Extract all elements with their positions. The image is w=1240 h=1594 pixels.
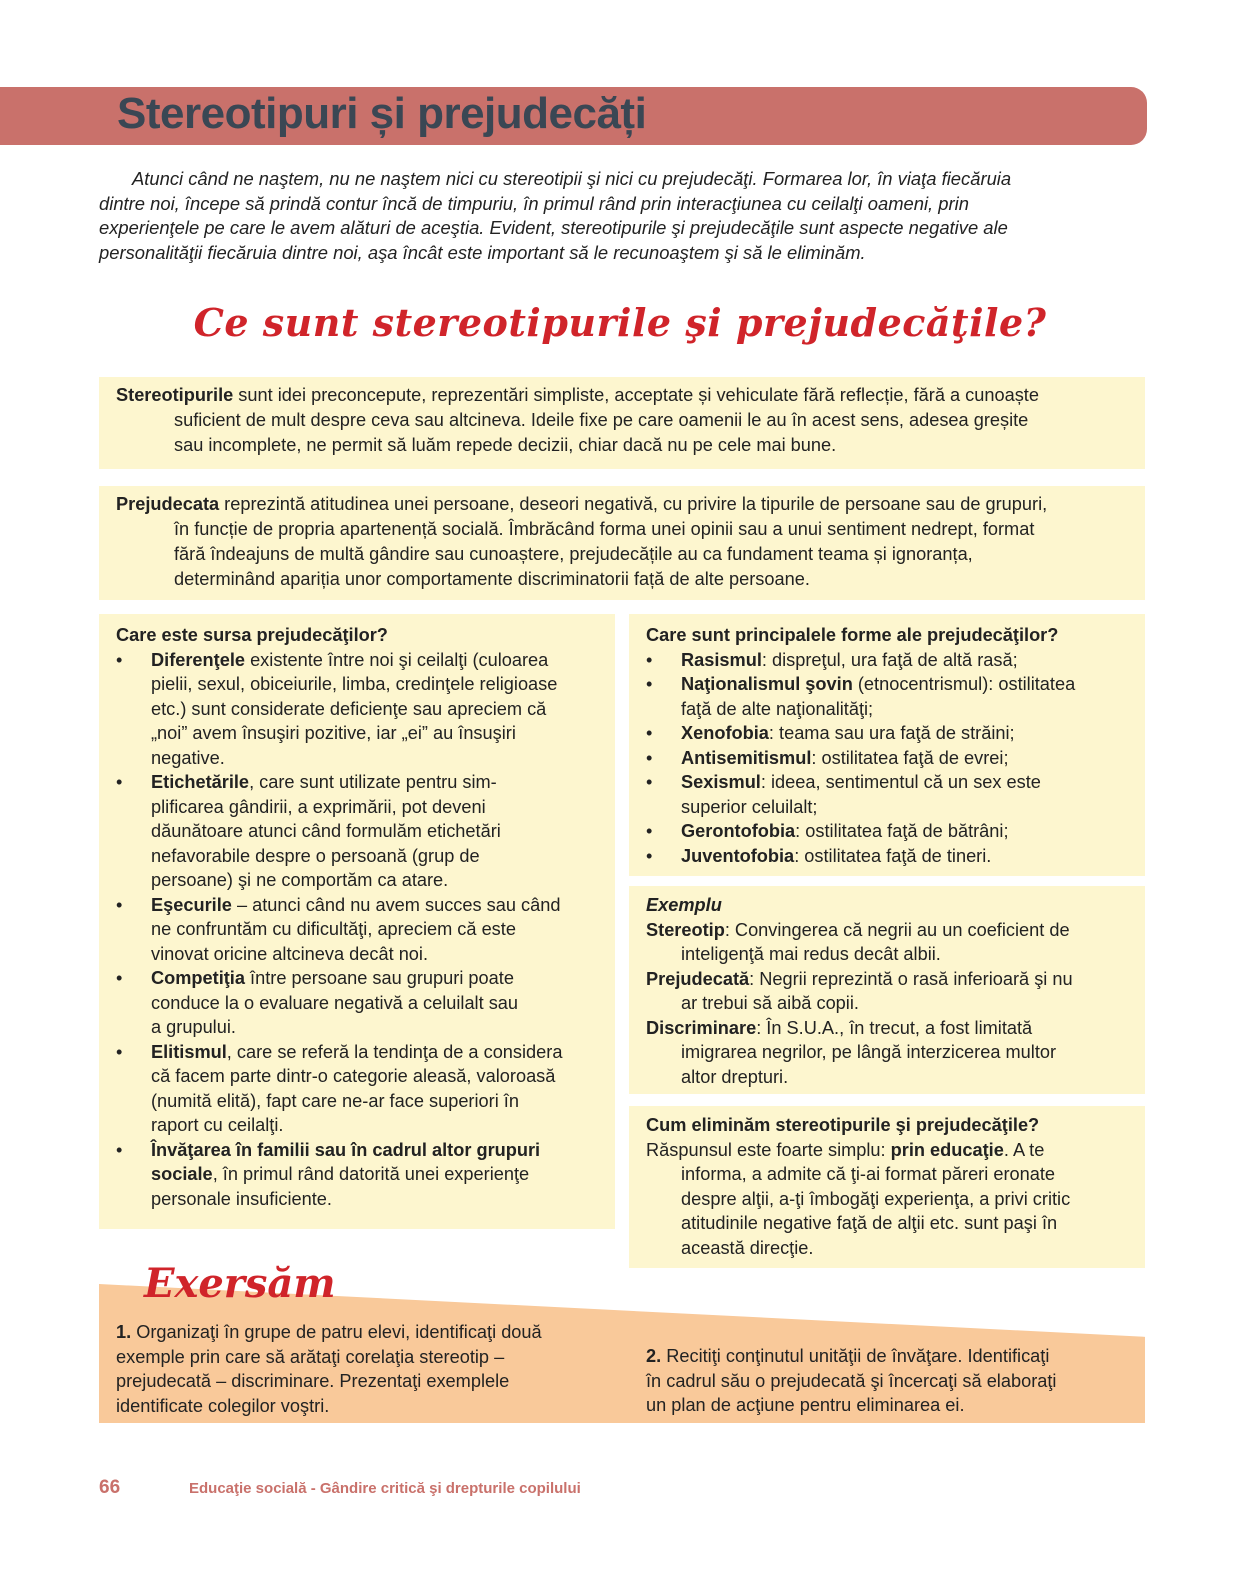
exercise-title: Exersăm <box>144 1260 336 1307</box>
definition-line: sau incomplete, ne permit să luăm repede decizii, chiar dacă nu pe cele mai bune. <box>174 435 837 455</box>
definition-line: fără îndeajuns de multă gândire sau cunoaștere, prejudecățile au ca fundament teama și ignoranța, <box>174 544 973 564</box>
list-item: • Elitismul, care se referă la tendinţa de a considera că facem parte dintr-o categorie aleasă, valoroasă (numită elită), fapt care ne-ar face superiori în raport cu ceilalţi. <box>116 1041 563 1135</box>
list-item: • Rasismul: dispreţul, ura faţă de altă rasă; <box>646 649 1018 670</box>
page-number: 66 <box>99 1477 121 1498</box>
elimination-box: Cum eliminăm stereotipurile şi prejudecăţile? Răspunsul este foarte simplu: prin educaţie. A te informa, a admite că ţi-ai format păreri eronate despre alţii, a-ţi îmbogăţi experienţa, a privi critic atitudinile negative faţă de alţii etc. sunt paşi în această direcţie. <box>629 1106 1145 1268</box>
list-item: • Etichetările, care sunt utilizate pentru sim- plificarea gândirii, a exprimării, pot deveni dăunătoare atunci când formulăm etichetări nefavorabile despre o persoană (grup de persoane) şi ne comportăm ca atare. <box>116 772 501 890</box>
list-item: • Naţionalismul şovin (etnocentrismul): ostilitatea faţă de alte naţionalităţi; <box>646 674 1076 719</box>
example-line: Prejudecată: Negrii reprezintă o rasă inferioară şi nu <box>646 968 1073 989</box>
exercise-2: 2. Recitiţi conţinutul unităţii de învăţare. Identificaţi în cadrul său o prejudecată şi încercaţi să elaboraţi un plan de acţiune pentru eliminarea ei. <box>646 1346 1057 1415</box>
sources-box <box>99 614 615 1229</box>
list-item: • Eşecurile – atunci când nu avem succes sau când ne confruntăm cu dificultăţi, apreciem că este vinovat oricine altcineva decât noi. <box>116 894 561 964</box>
example-line: Discriminare: În S.U.A., în trecut, a fost limitată <box>646 1017 1033 1038</box>
section-title: Ce sunt stereotipurile şi prejudecăţile? <box>193 300 1047 345</box>
definition-line: Prejudecata reprezintă atitudinea unei persoane, deseori negativă, cu privire la tipurile de persoane sau de grupuri, <box>116 494 1048 514</box>
intro-line: Atunci când ne naştem, nu ne naştem nici cu stereotipii şi nici cu prejudecăţi. Formarea lor, în viaţa fiecăruia <box>132 168 1012 189</box>
example-box: Exemplu Stereotip: Convingerea că negrii au un coeficient de inteligenţă mai redus decât albii. Prejudecată: Negrii reprezintă o rasă inferioară şi nu ar trebui să aibă copii. Discriminare: În S.U.A., în trecut, a fost limitată imigrarea negrilor, pe lângă interzicerea multor altor drepturi. <box>629 886 1145 1094</box>
definition-term: Stereotipurile <box>116 385 234 405</box>
list-item: • Gerontofobia: ostilitatea faţă de bătrâni; <box>646 821 1009 841</box>
example-line: Stereotip: Convingerea că negrii au un coeficient de <box>646 919 1070 940</box>
intro-paragraph <box>99 167 1109 265</box>
definition-term: Prejudecata <box>116 494 220 514</box>
intro-line: personalităţii fiecăruia dintre noi, aşa încât este important să le recunoaştem şi să le eliminăm. <box>99 241 866 263</box>
title-bar <box>0 87 1147 145</box>
list-item: • Antisemitismul: ostilitatea faţă de evrei; <box>646 747 1009 768</box>
elimination-heading: Cum eliminăm stereotipurile şi prejudecăţile? <box>646 1115 1040 1135</box>
exercise-1: 1. Organizaţi în grupe de patru elevi, identificaţi două exemple prin care să arătaţi corelaţia stereotip – prejudecată – discriminare. Prezentaţi exemplele identificate colegilor voştri. <box>116 1322 542 1416</box>
list-item: • Competiţia între persoane sau grupuri poate conduce la o evaluare negativă a celuilalt sau a grupului. <box>116 968 519 1037</box>
list-item: • Xenofobia: teama sau ura faţă de străini; <box>646 723 1015 743</box>
list-item: • Juventofobia: ostilitatea faţă de tineri. <box>646 845 992 866</box>
sources-heading: Care este sursa prejudecăţilor? <box>116 625 388 645</box>
intro-line: experienţele pe care le avem alături de aceştia. Evident, stereotipurile şi prejudecăţile sunt aspecte negative ale <box>99 217 1008 238</box>
definition-line: determinând apariția unor comportamente discriminatorii față de alte persoane. <box>174 569 810 589</box>
definition-line: în funcție de propria apartenență socială. Îmbrăcând forma unei opinii sau a unui sentiment nedrept, format <box>174 519 1035 539</box>
list-item: • Sexismul: ideea, sentimentul că un sex este superior celuilalt; <box>646 772 1041 817</box>
definition-line: Stereotipurile sunt idei preconcepute, reprezentări simpliste, acceptate și vehiculate fără reflecție, fără a cunoaște <box>116 385 1039 405</box>
forms-box <box>629 614 1145 876</box>
footer-book-title: Educaţie socială - Gândire critică şi drepturile copilului <box>189 1480 581 1497</box>
prejudice-definition-box <box>99 486 1145 600</box>
stereotype-definition-box <box>99 377 1145 469</box>
forms-heading: Care sunt principalele forme ale prejudecăţilor? <box>646 625 1059 645</box>
definition-line: suficient de mult despre ceva sau altcineva. Ideile fixe pe care oamenii le au în acest sens, adesea greșite <box>174 410 1029 430</box>
list-item: • Diferenţele existente între noi şi ceilalţi (culoarea pielii, sexul, obiceiurile, limba, credinţele religioase etc.) sunt considerate deficienţe sau apreciem că „noi” avem însuşiri pozitive, iar „ei” au însuşiri negative. <box>116 649 558 768</box>
example-heading: Exemplu <box>646 895 722 915</box>
page-title: Stereotipuri și prejudecăți <box>117 89 647 138</box>
intro-line: dintre noi, începe să prindă contur încă de timpuriu, în primul rând prin interacţiunea cu ceilalţi oameni, prin <box>99 192 969 214</box>
list-item: • Învăţarea în familii sau în cadrul altor grupuri sociale, în primul rând datorită unei experienţe personale insuficiente. <box>116 1139 541 1209</box>
